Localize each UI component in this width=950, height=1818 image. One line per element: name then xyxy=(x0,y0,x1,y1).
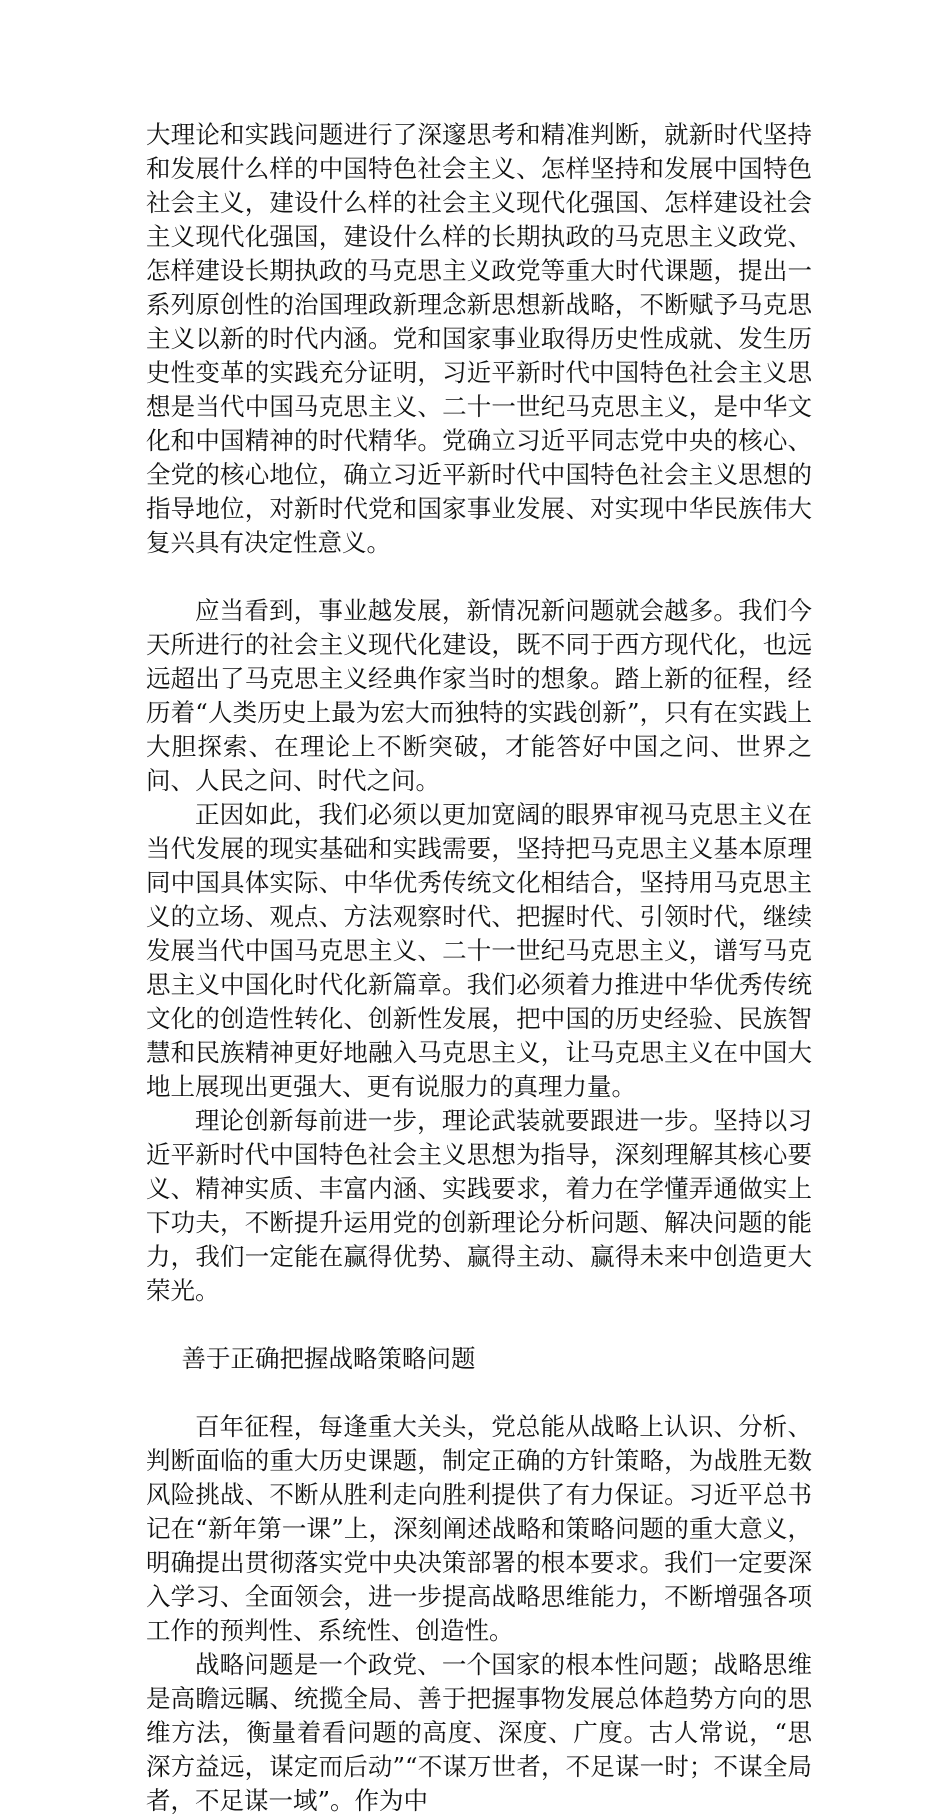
paragraph-4: 理论创新每前进一步，理论武装就要跟进一步。坚持以习近平新时代中国特色社会主义思想为指导，深刻理解其核心要义、精神实质、丰富内涵、实践要求，着力在学懂弄通做实上下功夫，不断提升运用党的创新理论分析问题、解决问题的能力，我们一定能在赢得优势、赢得主动、赢得未来中创造更大荣光。 xyxy=(146,1106,812,1305)
document-page xyxy=(146,118,812,1818)
paragraph-2: 应当看到，事业越发展，新情况新问题就会越多。我们今天所进行的社会主义现代化建设，既不同于西方现代化，也远远超出了马克思主义经典作家当时的想象。踏上新的征程，经历着“人类历史上最为宏大而独特的实践创新”，只有在实践上大胆探索、在理论上不断突破，才能答好中国之问、世界之问、人民之问、时代之问。 xyxy=(146,596,812,795)
paragraph-1: 大理论和实践问题进行了深邃思考和精准判断，就新时代坚持和发展什么样的中国特色社会主义、怎样坚持和发展中国特色社会主义，建设什么样的社会主义现代化强国、怎样建设社会主义现代化强国，建设什么样的长期执政的马克思主义政党、怎样建设长期执政的马克思主义政党等重大时代课题，提出一系列原创性的治国理政新理念新思想新战略，不断赋予马克思主义以新的时代内涵。党和国家事业取得历史性成就、发生历史性变革的实践充分证明，习近平新时代中国特色社会主义思想是当代中国马克思主义、二十一世纪马克思主义，是中华文化和中国精神的时代精华。党确立习近平同志党中央的核心、全党的核心地位，确立习近平新时代中国特色社会主义思想的指导地位，对新时代党和国家事业发展、对实现中华民族伟大复兴具有决定性意义。 xyxy=(146,120,812,557)
section-heading: 善于正确把握战略策略问题 xyxy=(181,1344,476,1373)
paragraph-5: 百年征程，每逢重大关头，党总能从战略上认识、分析、判断面临的重大历史课题，制定正确的方针策略，为战胜无数风险挑战、不断从胜利走向胜利提供了有力保证。习近平总书记在“新年第一课”上，深刻阐述战略和策略问题的重大意义，明确提出贯彻落实党中央决策部署的根本要求。我们一定要深入学习、全面领会，进一步提高战略思维能力，不断增强各项工作的预判性、系统性、创造性。 xyxy=(146,1412,812,1645)
paragraph-6: 战略问题是一个政党、一个国家的根本性问题；战略思维是高瞻远瞩、统揽全局、善于把握事物发展总体趋势方向的思维方法，衡量着看问题的高度、深度、广度。古人常说，“思深方益远，谋定而后动”“不谋万世者，不足谋一时；不谋全局者，不足谋一域”。作为中 xyxy=(146,1650,812,1815)
paragraph-3: 正因如此，我们必须以更加宽阔的眼界审视马克思主义在当代发展的现实基础和实践需要，坚持把马克思主义基本原理同中国具体实际、中华优秀传统文化相结合，坚持用马克思主义的立场、观点、方法观察时代、把握时代、引领时代，继续发展当代中国马克思主义、二十一世纪马克思主义，谱写马克思主义中国化时代化新篇章。我们必须着力推进中华优秀传统文化的创造性转化、创新性发展，把中国的历史经验、民族智慧和民族精神更好地融入马克思主义，让马克思主义在中国大地上展现出更强大、更有说服力的真理力量。 xyxy=(146,800,812,1101)
